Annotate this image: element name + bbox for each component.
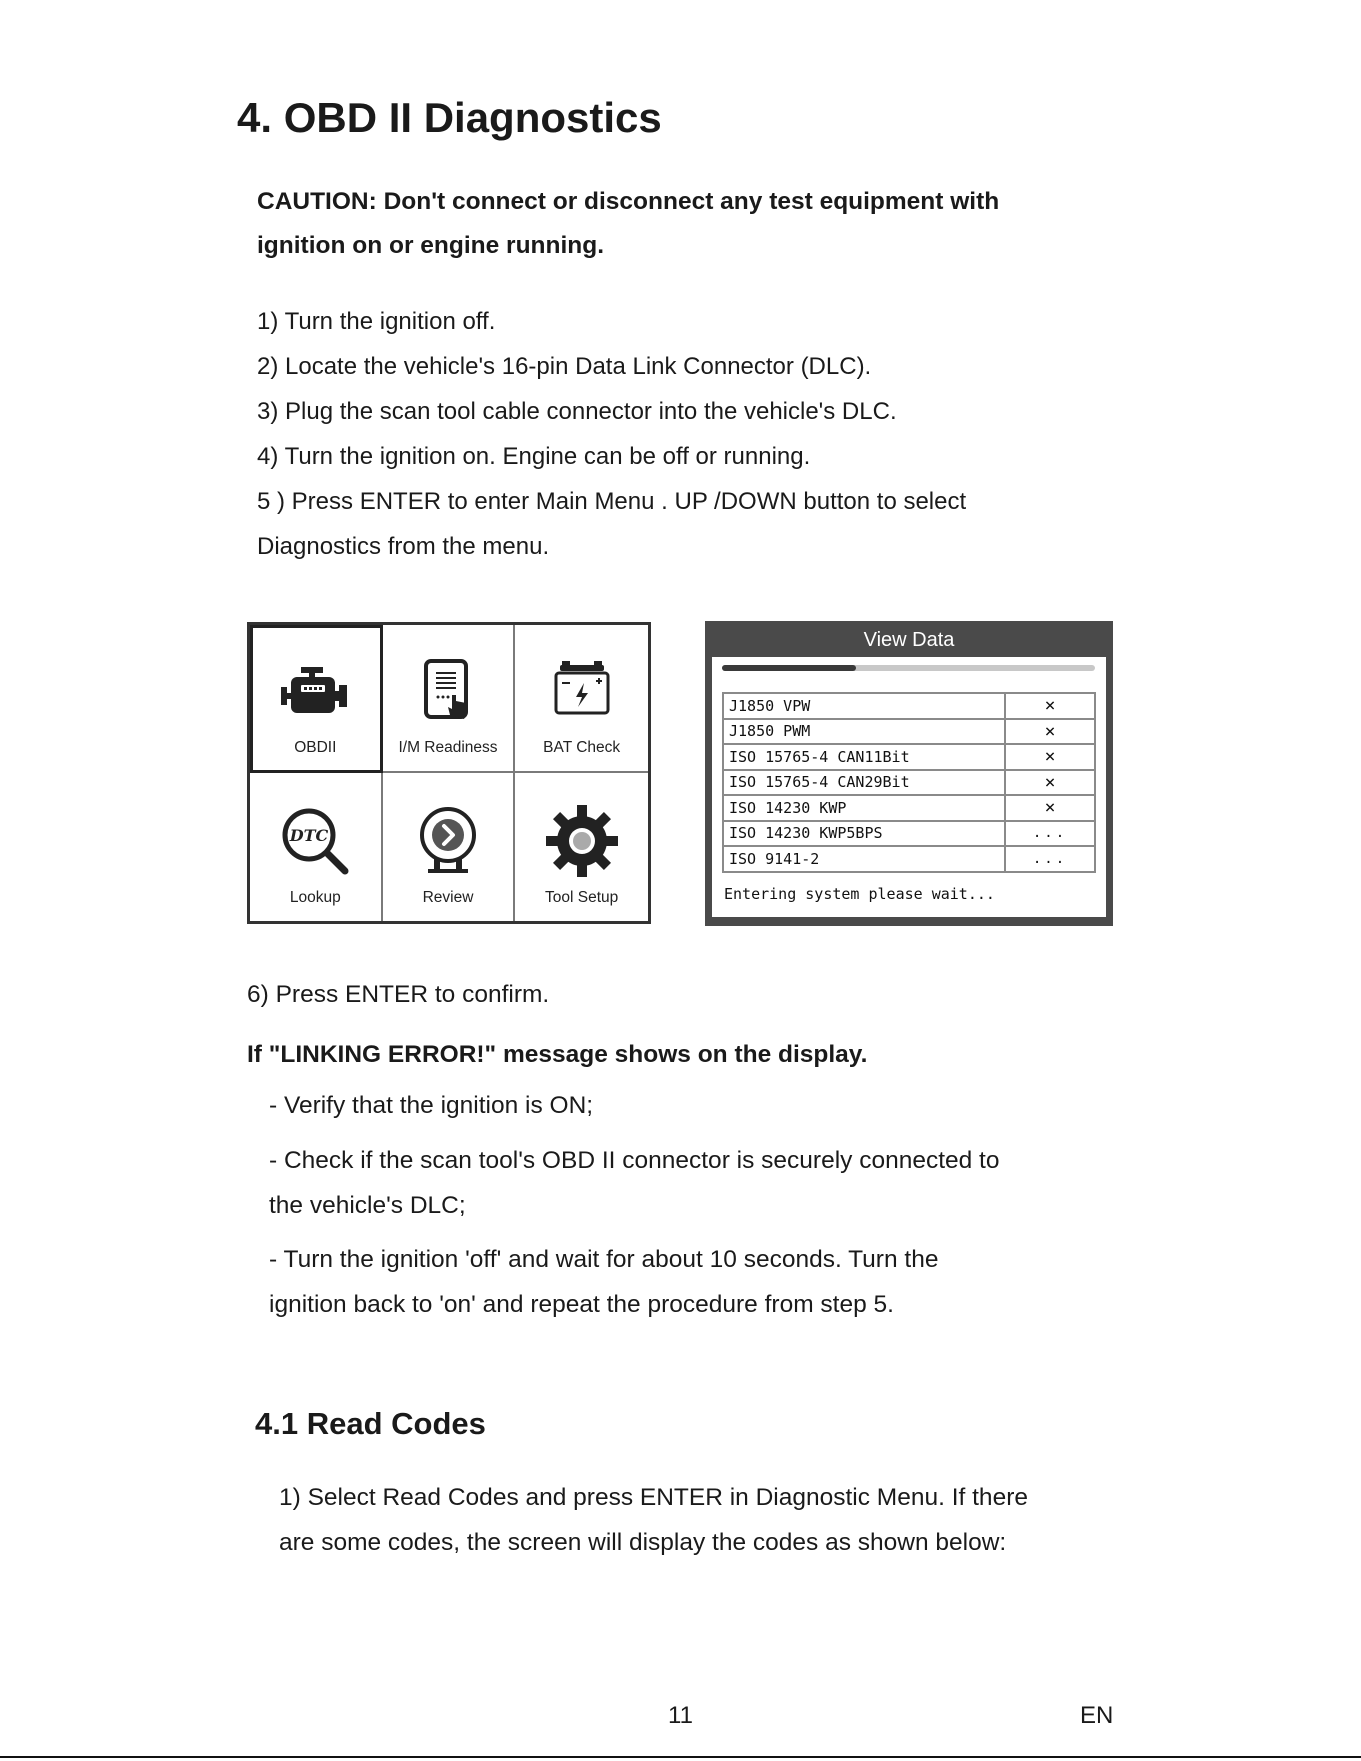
protocol-name: ISO 9141-2 [723, 846, 1005, 872]
menu-item-bat-check[interactable] [515, 625, 648, 773]
protocol-row [723, 693, 1095, 719]
step-5: 5 ) Press ENTER to enter Main Menu . UP /DOWN button to select [257, 488, 967, 515]
step-3: 3) Plug the scan tool cable connector into the vehicle's DLC. [257, 398, 897, 425]
language-code: EN [1080, 1702, 1114, 1729]
screen-body [712, 657, 1106, 917]
progress-bar [722, 665, 1095, 671]
protocol-status: × [1005, 719, 1095, 745]
protocol-status: × [1005, 693, 1095, 719]
bottom-rule [0, 1756, 1361, 1758]
protocol-status: ... [1005, 846, 1095, 872]
page-number: 11 [668, 1702, 693, 1729]
screen-title: View Data [863, 629, 955, 651]
item-3-line-1: - Turn the ignition 'off' and wait for about 10 seconds. Turn the [269, 1246, 939, 1273]
protocol-status: × [1005, 744, 1095, 770]
linking-error-item-3 [269, 1237, 938, 1327]
step-1: 1) Turn the ignition off. [257, 308, 496, 335]
section-text [279, 1475, 1028, 1565]
protocol-name: ISO 15765-4 CAN11Bit [723, 744, 1005, 770]
caution-text [257, 180, 999, 268]
steps-list [257, 299, 966, 569]
step-4: 4) Turn the ignition on. Engine can be off or running. [257, 443, 811, 470]
protocol-name: ISO 14230 KWP [723, 795, 1005, 821]
linking-error-item-1 [269, 1083, 593, 1128]
dtc-magnifier-icon [275, 801, 355, 881]
page-title: 4. OBD II Diagnostics [237, 94, 662, 141]
menu-item-tool-setup[interactable] [515, 773, 648, 921]
step-5-cont: Diagnostics from the menu. [257, 533, 550, 560]
review-icon [408, 801, 488, 881]
protocol-table [722, 692, 1096, 873]
protocol-row [723, 846, 1095, 872]
menu-item-review[interactable] [383, 773, 516, 921]
item-2-line-1: - Check if the scan tool's OBD II connector is securely connected to [269, 1147, 1000, 1174]
item-2-line-2: the vehicle's DLC; [269, 1192, 466, 1219]
view-data-screen [705, 621, 1113, 926]
caution-line-2: ignition on or engine running. [257, 232, 605, 259]
protocol-name: ISO 14230 KWP5BPS [723, 821, 1005, 847]
menu-item-lookup[interactable] [250, 773, 383, 921]
menu-label-lookup: Lookup [289, 889, 341, 906]
svg-text:DTC: DTC [290, 826, 329, 845]
section-heading: 4.1 Read Codes [255, 1406, 486, 1441]
status-message: Entering system please wait... [724, 885, 995, 903]
protocol-status: × [1005, 795, 1095, 821]
menu-item-im-readiness[interactable] [383, 625, 516, 773]
menu-item-obdii[interactable] [250, 625, 383, 773]
linking-error-heading: If "LINKING ERROR!" message shows on the display. [247, 1041, 868, 1068]
linking-error-item-2 [269, 1138, 1000, 1228]
step-6: 6) Press ENTER to confirm. [247, 981, 550, 1008]
section-text-line-2: are some codes, the screen will display the codes as shown below: [279, 1529, 1007, 1556]
protocol-row [723, 821, 1095, 847]
item-3-line-2: ignition back to 'on' and repeat the procedure from step 5. [269, 1291, 894, 1318]
progress-fill [722, 665, 856, 671]
protocol-row [723, 719, 1095, 745]
engine-icon [275, 653, 355, 733]
menu-label-im-readiness: I/M Readiness [398, 739, 498, 756]
protocol-row [723, 770, 1095, 796]
protocol-name: J1850 VPW [723, 693, 1005, 719]
protocol-status: ... [1005, 821, 1095, 847]
section-text-line-1: 1) Select Read Codes and press ENTER in Diagnostic Menu. If there [279, 1484, 1028, 1511]
tablet-tap-icon [408, 653, 488, 733]
caution-line-1: CAUTION: Don't connect or disconnect any test equipment with [257, 188, 1000, 215]
item-1-line-1: - Verify that the ignition is ON; [269, 1092, 594, 1119]
gear-icon [542, 801, 622, 881]
protocol-row [723, 795, 1095, 821]
main-menu-grid [247, 622, 651, 924]
protocol-name: ISO 15765-4 CAN29Bit [723, 770, 1005, 796]
menu-label-obdii: OBDII [294, 739, 337, 756]
protocol-name: J1850 PWM [723, 719, 1005, 745]
battery-icon [542, 653, 622, 733]
protocol-status: × [1005, 770, 1095, 796]
menu-label-bat-check: BAT Check [543, 739, 621, 756]
protocol-row [723, 744, 1095, 770]
menu-label-review: Review [422, 889, 474, 906]
menu-label-tool-setup: Tool Setup [545, 889, 619, 906]
step-2: 2) Locate the vehicle's 16-pin Data Link Connector (DLC). [257, 353, 872, 380]
